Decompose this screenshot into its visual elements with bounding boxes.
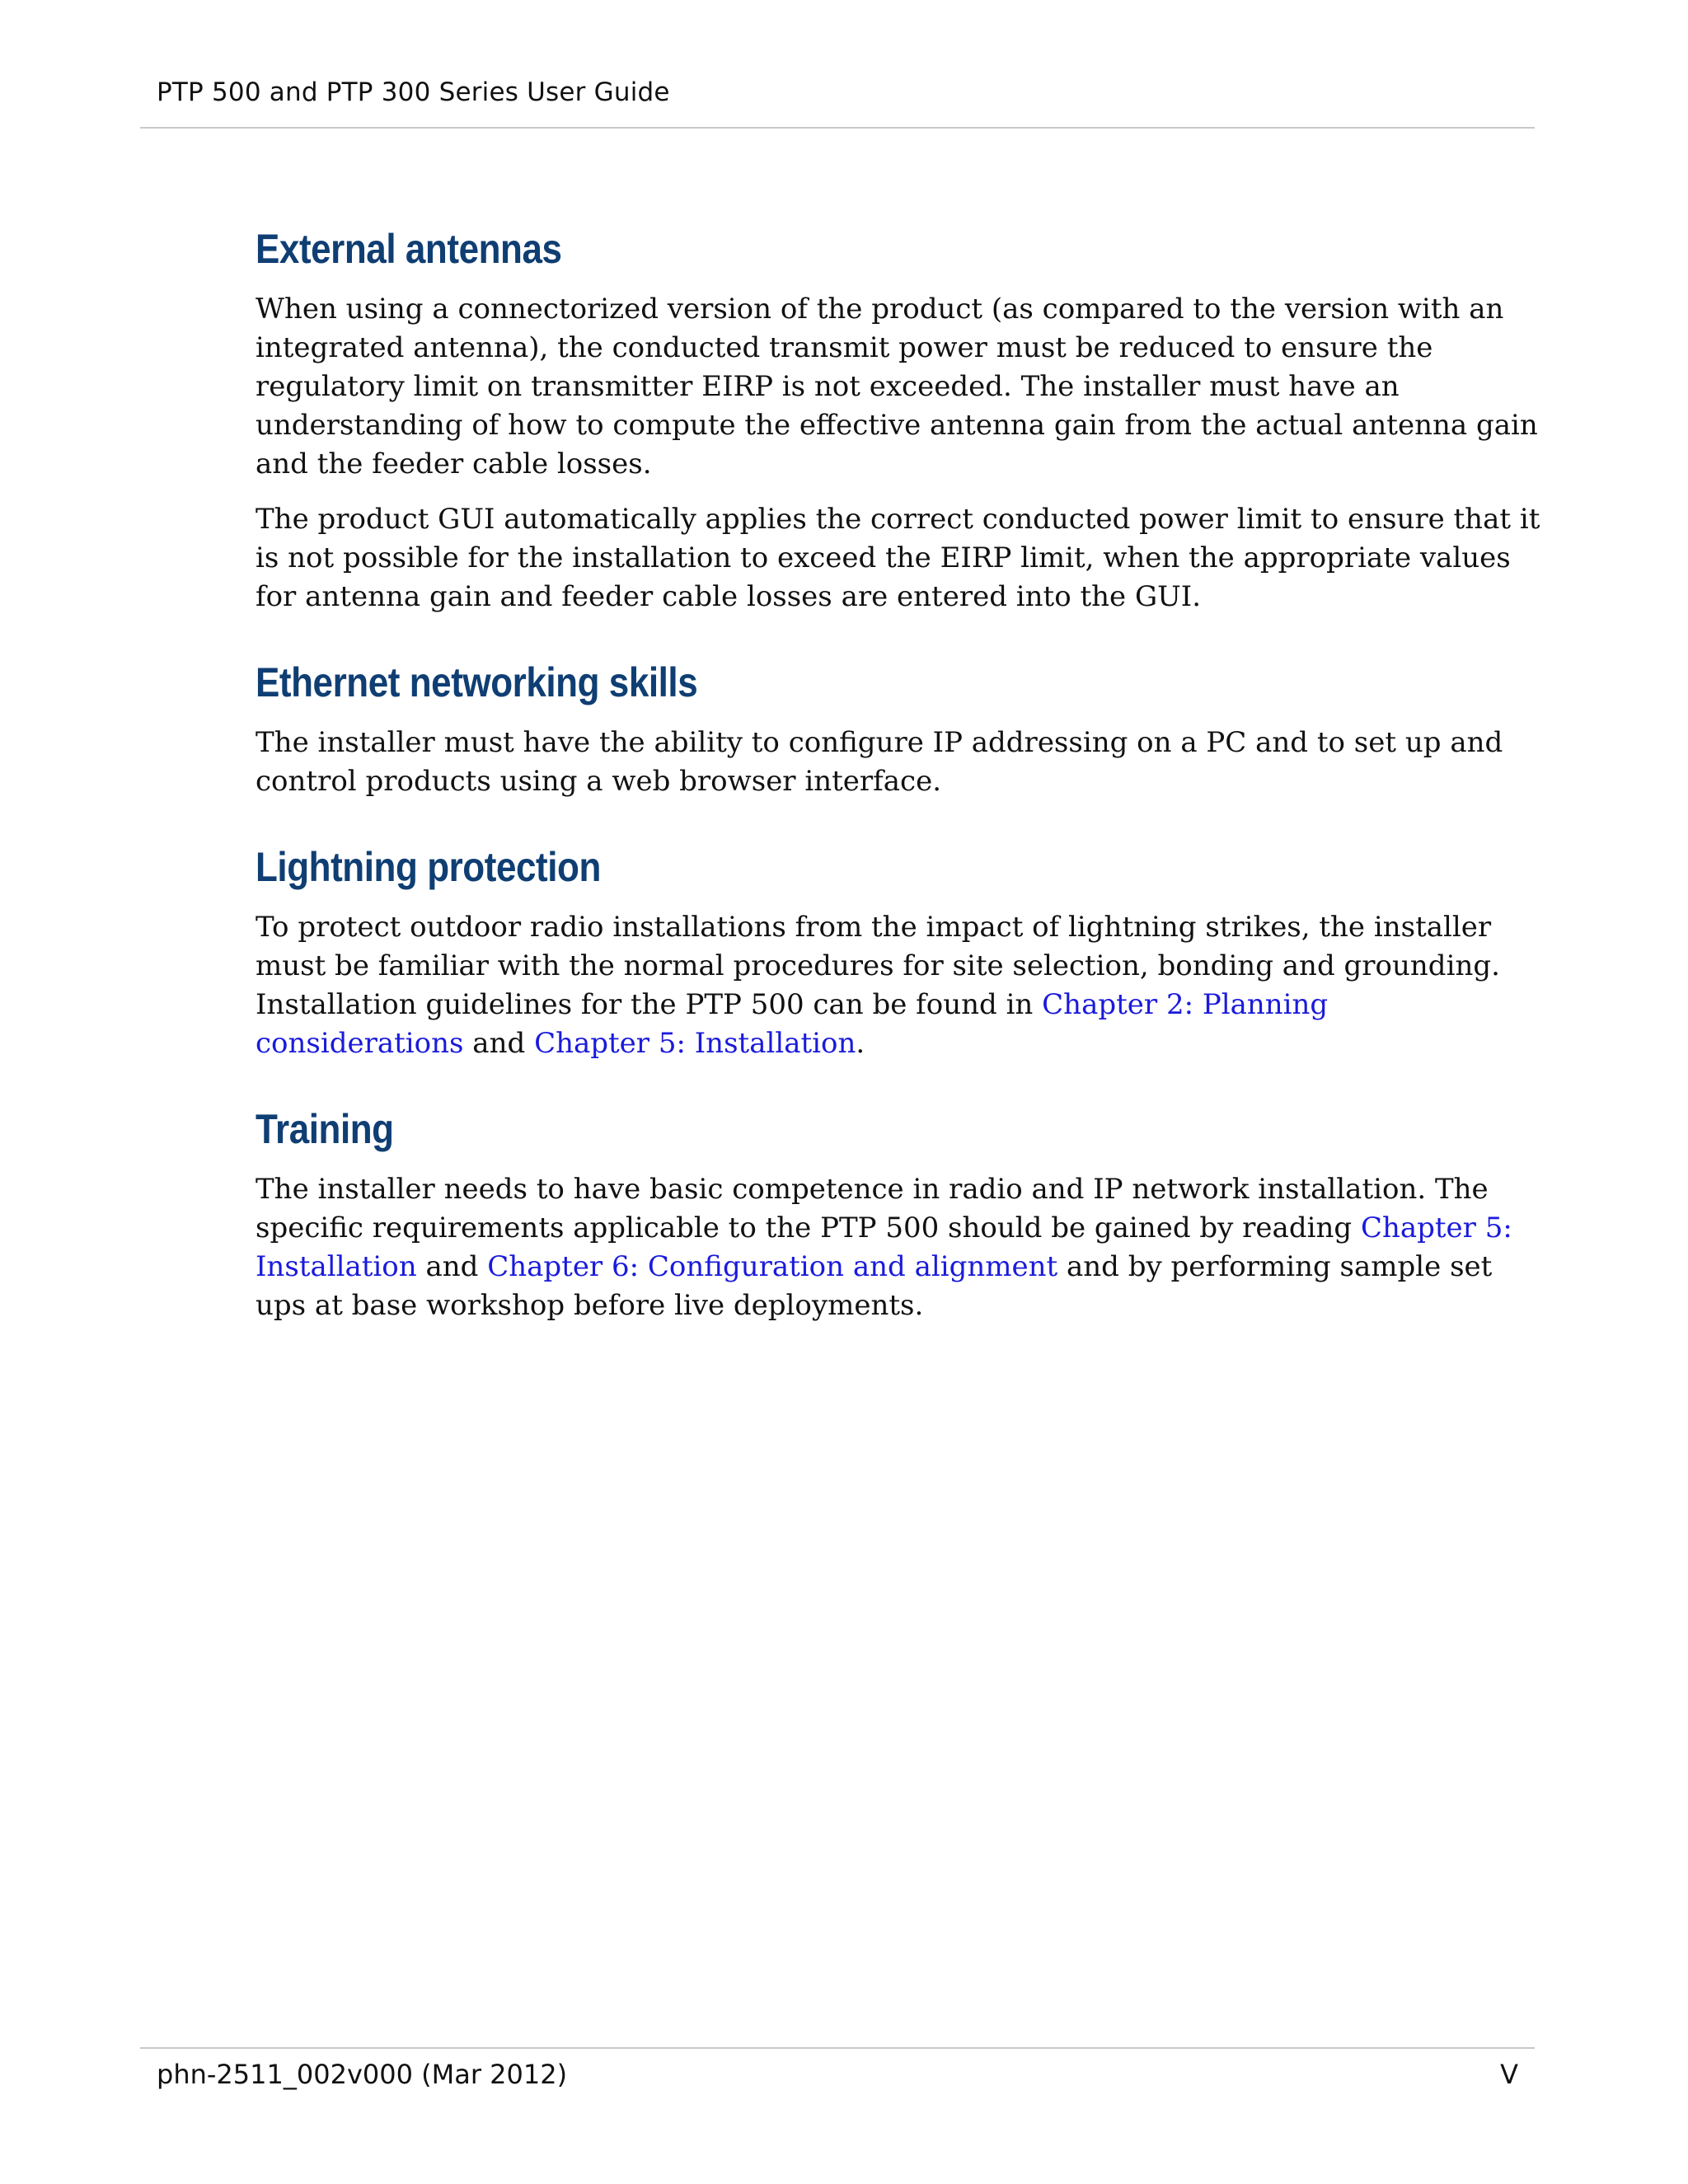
document-id: phn-2511_002v000 (Mar 2012): [157, 2059, 568, 2090]
paragraph-external-antennas-1: When using a connectorized version of the product (as compared to the version with an integrated antenna), the conducted transmit power must be reduced to ensure the regulatory limit on transmitter EIRP is not exceeded. The installer must have an understanding of how to compute the effective antenna gain from the actual antenna gain and the feeder cable losses.: [256, 293, 1538, 480]
document-title: PTP 500 and PTP 300 Series User Guide: [157, 77, 670, 107]
page-number: V: [1500, 2059, 1518, 2090]
training-text-2: and: [416, 1250, 488, 1283]
lightning-text-3: .: [856, 1027, 865, 1060]
page-footer: [140, 2047, 1535, 2098]
training-text-3: and by performing sample set ups at base workshop before live deployments.: [256, 1250, 1493, 1322]
link-chapter-5-installation[interactable]: Chapter 5: Installation: [534, 1027, 856, 1060]
paragraph-lightning-1: [256, 908, 1541, 1063]
heading-external-antennas: External antennas: [256, 226, 562, 272]
training-text-1: The installer needs to have basic competence in radio and IP network installation. The specific requirements applicable to the PTP 500 should be gained by reading: [256, 1173, 1489, 1244]
lightning-text-1: To protect outdoor radio installations from the impact of lightning strikes, the installer must be familiar with the normal procedures for site selection, bonding and grounding. Installation guidelines for the PTP 500 can be found in: [256, 911, 1500, 1021]
link-chapter-6-configuration[interactable]: Chapter 6: Configuration and alignment: [487, 1250, 1058, 1283]
paragraph-ethernet-1: The installer must have the ability to configure IP addressing on a PC and to set up and control products using a web browser interface.: [256, 726, 1503, 798]
heading-lightning-protection: Lightning protection: [256, 844, 601, 890]
page-header: [140, 76, 1535, 129]
lightning-text-2: and: [463, 1027, 535, 1060]
page-content: [256, 216, 1541, 1325]
link-chapter-5-installation-training[interactable]: Chapter 5: Installation: [256, 1212, 1512, 1283]
paragraph-training-1: [256, 1170, 1541, 1325]
heading-training: Training: [256, 1106, 394, 1152]
paragraph-external-antennas-2: The product GUI automatically applies the correct conducted power limit to ensure that it is not possible for the installation to exceed the EIRP limit, when the appropriate values for antenna gain and feeder cable losses are entered into the GUI.: [256, 503, 1540, 613]
heading-ethernet-networking-skills: Ethernet networking skills: [256, 659, 698, 705]
link-chapter-2-planning[interactable]: Chapter 2: Planning considerations: [256, 988, 1329, 1060]
